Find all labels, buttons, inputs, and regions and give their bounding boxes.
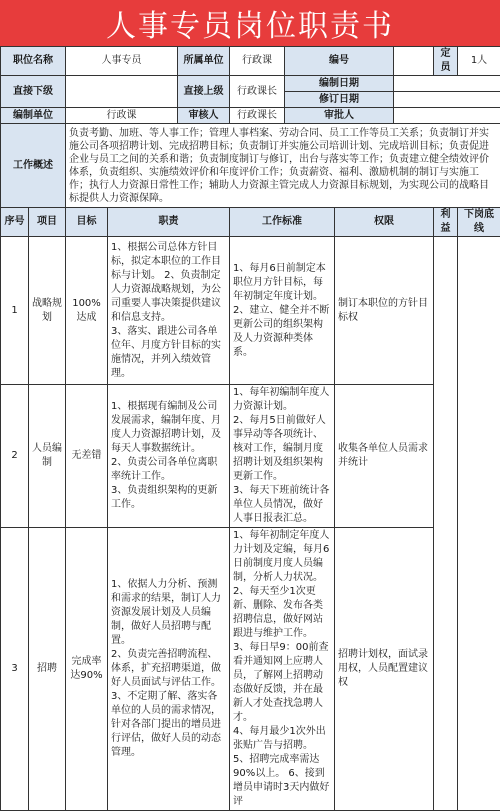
benefit-cell: [434, 237, 458, 811]
quota-label: 定员: [434, 47, 458, 76]
revised-date-label: 修订日期: [285, 92, 394, 108]
reviewer-label: 审核人: [178, 108, 230, 124]
id-value: [394, 47, 434, 76]
position-label: 职位名称: [1, 47, 66, 76]
subordinate-label: 直接下级: [1, 76, 66, 108]
reviewer-value: 行政课长: [230, 108, 285, 124]
row-standard: 1、每年初编制年度人力资源计划。 2、每月5日前做好人事异动等各项统计、核对工作，编制月度招聘计划及组织架构更新工作。 3、每天下班前统计各单位人员情况，做好人事日报表汇总。: [230, 385, 335, 528]
id-label: 编号: [285, 47, 394, 76]
header-target: 目标: [66, 208, 108, 237]
table-row: [1, 385, 500, 528]
position-value: 人事专员: [66, 47, 178, 76]
row-seq: 2: [1, 385, 29, 528]
approver-label: 审批人: [285, 108, 394, 124]
row-item: 人员编制: [29, 385, 66, 528]
row-standard: 1、每年初制定年度人力计划及定编，每月6日前制度月度人员编制，分析人力状况。 2、每天至少1次更新、删除、发布各类招聘信息，做好网站跟进与维护工作。 3、每日早9：00前查看并通知网上应聘人员，了解网上招聘动态做好反馈，并在最新人才处查找急聘人才。 4、每月最少1次外出张贴广告与招聘。 5、招聘完成率需达90%以上。 6、接到增员申请时3天内做好评: [230, 528, 335, 811]
row-seq: 1: [1, 237, 29, 385]
row-target: 无差错: [66, 385, 108, 528]
row-duty: 1、根据公司总体方针目标，拟定本职位的工作目标与计划。 2、负责制定人力资源战略规划，为公司重要人事决策提供建议和信息支持。 3、落实、跟进公司各单位年、月度方针目标的实施情况，并列入绩效管理。: [108, 237, 230, 385]
bottom-line-cell: [458, 237, 500, 811]
row-authority: 收集各单位人员需求并统计: [335, 385, 434, 528]
row-duty: 1、根据现有编制及公司发展需求，编制年度、月度人力资源招聘计划，及每天人事数据统计。 2、负责公司各单位离职率统计工作。 3、负责组织架构的更新工作。: [108, 385, 230, 528]
preparer-unit-label: 编制单位: [1, 108, 66, 124]
table-header-row: [1, 208, 500, 237]
header-standard: 工作标准: [230, 208, 335, 237]
overview-text: 负责考勤、加班、等人事工作；管理人事档案、劳动合同、员工工作等员工关系；负责制订并实施公司各项招聘计划、完成招聘目标；负责制订并实施公司培训计划、完成培训目标；负责促进企业与员工之间的关系和谐；负责制度制订与修订，出台与落实等工作；负责建立健全绩效评价体系，负责组织、实施绩效评价和年度评价工作；负责薪资、福利、激励机制的制订与实施工作；执行人力资源日常性工作；辅助人力资源主管完成人力资源目标规划，为实现公司的战略目标提供人力资源保障。: [66, 124, 500, 208]
approver-value: [394, 108, 500, 124]
title-banner: [0, 0, 500, 46]
superior-label: 直接上级: [178, 76, 230, 108]
prepared-date-label: 编制日期: [285, 76, 394, 92]
subordinate-value: [66, 76, 178, 108]
superior-value: 行政课长: [230, 76, 285, 108]
header-authority: 权限: [335, 208, 434, 237]
overview-label: 工作概述: [1, 124, 66, 208]
row-authority: 制订本职位的方针目标权: [335, 237, 434, 385]
row-authority: 招聘计划权，面试录用权，人员配置建议权: [335, 528, 434, 811]
header-bottom-line: 下岗底线: [458, 208, 500, 237]
unit-value: 行政课: [230, 47, 285, 76]
row-target: 100%达成: [66, 237, 108, 385]
row-standard: 1、每月6日前制定本职位月方针目标，每年初制定年度计划。 2、建立、健全并不断更新公司的组织架构及人力资源种类体系。: [230, 237, 335, 385]
page-title: 人事专员岗位职责书: [106, 1, 394, 45]
preparer-unit-value: 行政课: [66, 108, 178, 124]
unit-label: 所属单位: [178, 47, 230, 76]
table-row: [1, 528, 500, 811]
row-duty: 1、依据人力分析、预测和需求的结果，制订人力资源发展计划及人员编制，做好人员招聘与配置。 2、负责完善招聘流程、体系，扩充招聘渠道，做好人员面试与评估工作。 3、不定期了解、落实各单位的人员的需求情况，针对各部门提出的增员进行评估，做好人员的动态管理。: [108, 528, 230, 811]
header-benefit: 利益: [434, 208, 458, 237]
table-row: [1, 237, 500, 385]
row-item: 招聘: [29, 528, 66, 811]
job-description-table: [0, 46, 500, 811]
revised-date-value: [394, 92, 500, 108]
header-seq: 序号: [1, 208, 29, 237]
row-item: 战略规划: [29, 237, 66, 385]
header-duty: 职责: [108, 208, 230, 237]
header-item: 项目: [29, 208, 66, 237]
row-seq: 3: [1, 528, 29, 811]
prepared-date-value: [394, 76, 500, 92]
quota-value: 1人: [458, 47, 500, 76]
row-target: 完成率达90%: [66, 528, 108, 811]
